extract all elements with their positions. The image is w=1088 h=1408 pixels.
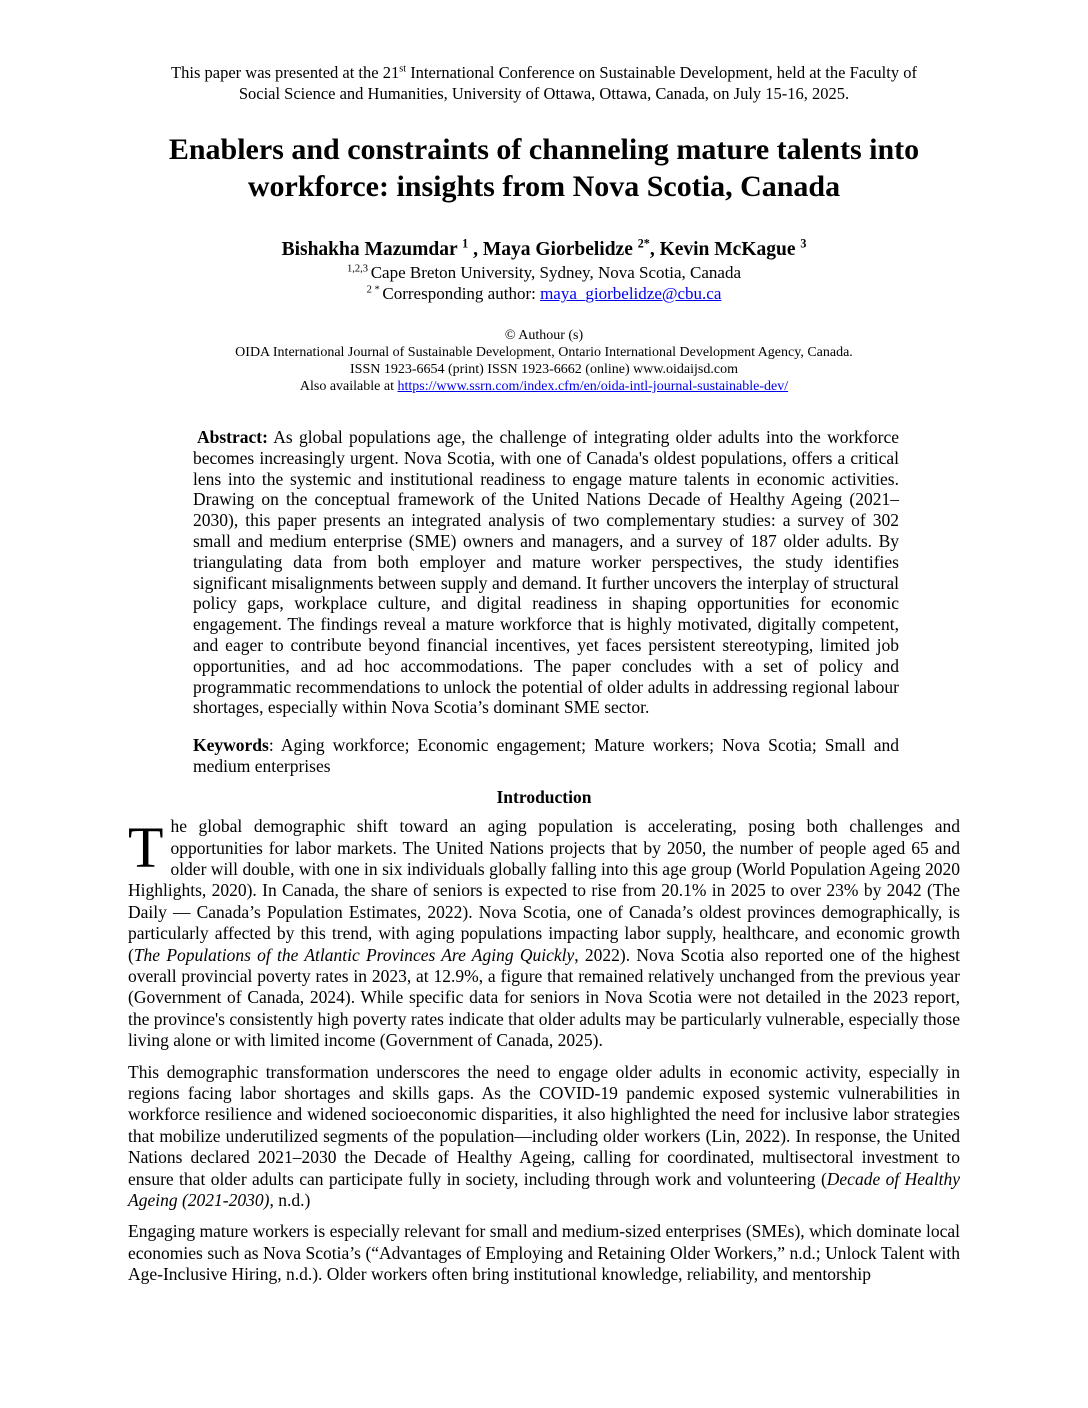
corresponding-email-link[interactable]: maya_giorbelidze@cbu.ca [540,284,722,303]
dropcap-letter: T [128,815,164,881]
journal-url-link[interactable]: https://www.ssrn.com/index.cfm/en/oida-intl-journal-sustainable-dev/ [397,379,789,394]
author-name-3: Kevin McKague [659,239,801,260]
corresponding-label: Corresponding author: [382,284,541,303]
author-separator-2: , [649,239,660,260]
keywords-label: Keywords [193,735,269,756]
introduction-heading: Introduction [496,787,592,808]
abstract-label: Abstract: [197,427,268,447]
conference-note [158,62,930,104]
intro-p1-citation-italic: The Populations of the Atlantic Provinces Are Aging Quickly [133,944,575,965]
intro-p3-text-1: Engaging mature workers is especially relevant for small and medium-sized enterprises (SMEs), which dominate local economies such as Nova Scotia’s (“Advantages of Employing and Retaining Older Workers,” n.d.; Unlock Talent with Age-Inclusive Hiring, n.d.). Older workers often bring institutional knowledge, reliability, and mentorship [128,1221,960,1285]
abstract-paragraph [193,427,899,718]
author-name-1: Bishakha Mazumdar [281,239,463,260]
availability-line [128,378,960,395]
ordinal-superscript: st [399,63,407,75]
conference-note-suffix: International Conference on Sustainable Development, held at the Faculty of Social Science and Humanities, University of Ottawa, Ottawa, Canada, on July 15-16, 2025. [238,63,917,103]
author-affil-marker-2: 2* [637,236,650,251]
publication-info [128,327,960,395]
corresponding-markers: 2 * [366,284,383,296]
keywords-text: : Aging workforce; Economic engagement; Mature workers; Nova Scotia; Small and medium enterprises [193,735,899,777]
intro-p1-text-1: he global demographic shift toward an aging population is accelerating, posing both challenges and opportunities for labor markets. The United Nations projects that by 2050, the number of people aged 65 and older will double, with one in six individuals globally falling into this age group (World Population Ageing 2020 Highlights, 2020). In Canada, the share of seniors is expected to rise from 20.1% in 2025 to over 23% by 2042 (The Daily — Canada’s Population Estimates, 2022). Nova Scotia, one of Canada’s oldest provinces demographically, is particularly affected by this trend, with aging populations impacting labor supply, healthcare, and economic growth ( [128,816,960,965]
affiliation-line [128,262,960,283]
conference-note-prefix: This paper was presented at the 21 [171,63,400,82]
intro-paragraph-3 [128,1221,960,1285]
authors-line [128,237,960,262]
author-separator-1: , [468,239,483,260]
issn-line: ISSN 1923-6654 (print) ISSN 1923-6662 (online) www.oidaijsd.com [350,362,738,377]
intro-p2-text-1: This demographic transformation underscores the need to engage older adults in economic activity, especially in regions facing labor shortages and skills gaps. As the COVID-19 pandemic exposed systemic vulnerabilities in workforce resilience and widened socioeconomic disparities, it also highlighted the need for inclusive labor strategies that mobilize underutilized segments of the population—including older workers (Lin, 2022). In response, the United Nations declared 2021–2030 the Decade of Healthy Ageing, calling for coordinated, multisectoral investment to ensure that older adults can participate fully in society, including through work and volunteering ( [128,1061,960,1189]
affiliation-markers: 1,2,3 [346,263,371,275]
intro-paragraph-1 [128,816,960,1051]
author-affil-marker-3: 3 [800,236,807,251]
journal-line: OIDA International Journal of Sustainable Development, Ontario International Development Agency, Canada. [235,345,853,360]
affiliation-text: Cape Breton University, Sydney, Nova Scotia, Canada [370,263,741,282]
corresponding-author-line [128,283,960,304]
abstract-text: As global populations age, the challenge of integrating older adults into the workforce becomes increasingly urgent. Nova Scotia, with one of Canada's oldest populations, offers a critical lens into the systemic and institutional readiness to engage mature talents in economic activities. Drawing on the conceptual framework of the United Nations Decade of Healthy Ageing (2021–2030), this paper presents an integrated analysis of two complementary studies: a survey of 302 small and medium enterprise (SME) owners and managers, and a survey of 187 older adults. By triangulating data from both employer and mature worker perspectives, the study identifies significant misalignments between supply and demand. It further uncovers the interplay of structural policy gaps, workplace culture, and digital readiness in shaping opportunities for economic engagement. The findings reveal a mature workforce that is highly motivated, digitally competent, and eager to contribute beyond financial incentives, yet faces persistent stereotyping, limited job opportunities, and ad hoc accommodations. The paper concludes with a set of policy and programmatic recommendations to unlock the potential of older adults in addressing regional labour shortages, especially within Nova Scotia’s dominant SME sector. [193,427,899,718]
copyright-line: © Authour (s) [504,328,584,343]
intro-paragraph-2 [128,1062,960,1212]
keywords-paragraph [193,735,899,777]
intro-p1-text-2: , 2022). Nova Scotia also reported one of the highest overall provincial poverty rates in 2023, at 12.9%, a figure that remained relatively unchanged from the previous year (Government of Canada, 2024). While specific data for seniors in Nova Scotia were not detailed in the 2023 report, the province's consistently high poverty rates indicate that older adults may be particularly vulnerable, especially those living alone or with limited income (Government of Canada, 2025). [128,944,960,1051]
intro-p2-text-2: , n.d.) [269,1190,311,1211]
paper-title: Enablers and constraints of channeling mature talents into workforce: insights from Nova Scotia, Canada [168,133,920,203]
author-name-2: Maya Giorbelidze [482,239,638,260]
intro-p2-citation-italic: Decade of Healthy Ageing (2021-2030) [128,1168,961,1211]
author-affil-marker-1: 1 [462,236,469,251]
availability-prefix: Also available at [299,379,398,394]
